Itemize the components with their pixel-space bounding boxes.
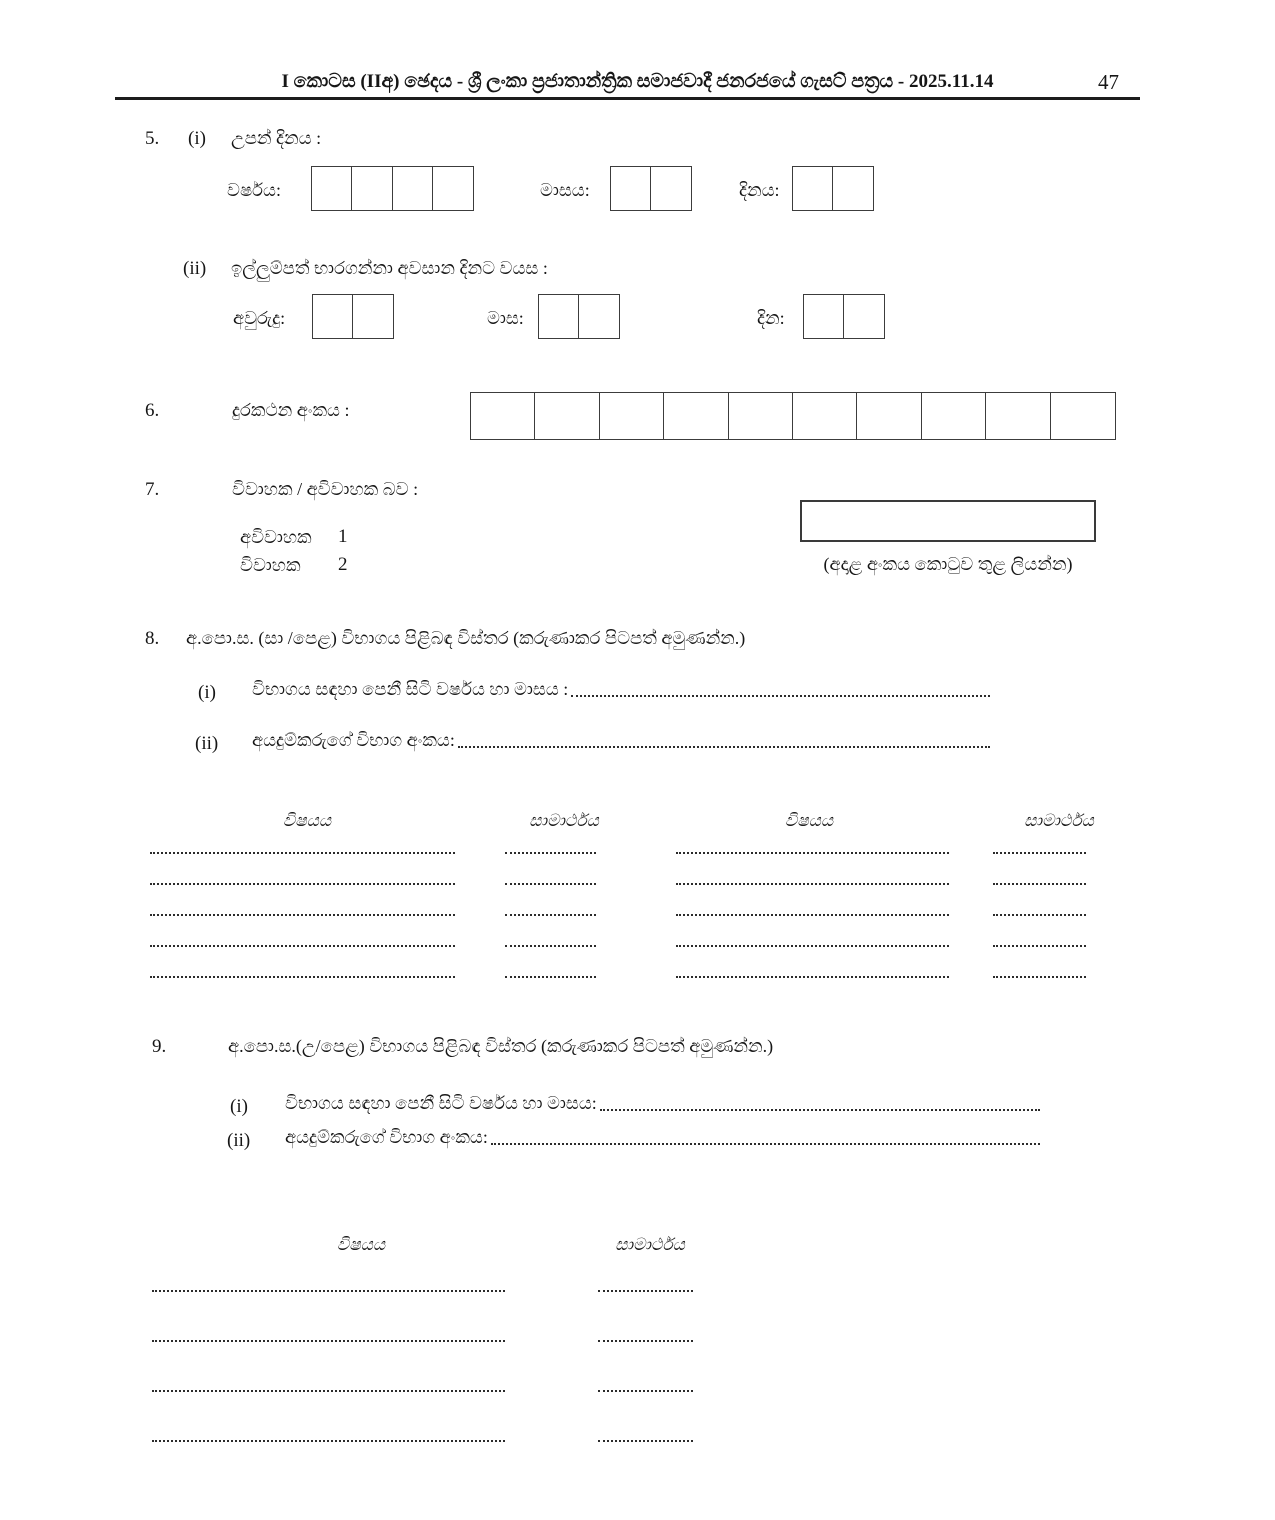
input-cell[interactable] [792,392,858,440]
input-cell[interactable] [578,294,620,339]
al-subject-fill-line[interactable] [152,1290,505,1292]
header-rule [115,97,1140,100]
ol-subject-fill-line[interactable] [676,883,949,885]
item9-line2-row [285,1126,1040,1149]
page-number: 47 [1098,70,1119,94]
input-cell[interactable] [832,166,874,211]
dob-day-label: දිනය: [739,180,780,200]
ol-grade-fill-line[interactable] [993,976,1086,978]
al-subject-fill-line[interactable] [152,1390,505,1392]
item9-heading: අ.පො.ස.(උ/පෙළ) විභාගය පිළිබඳ විස්තර (කරුණාකර පිටපත් අමුණන්න.) [228,1036,774,1056]
input-cell[interactable] [352,294,394,339]
ol-subject-fill-line[interactable] [150,883,455,885]
input-cell[interactable] [470,392,536,440]
dob-month-boxes [610,166,692,211]
item5-birthdate-text: උපන් දිනය : [231,128,322,148]
input-cell[interactable] [792,166,834,211]
ol-subject-fill-line[interactable] [150,852,455,854]
input-cell[interactable] [803,294,845,339]
option-married-label: විවාහක [240,555,301,575]
ol-subject-fill-line[interactable] [676,852,949,854]
input-cell[interactable] [392,166,434,211]
al-subject-fill-line[interactable] [152,1340,505,1342]
al-grade-header: සාමාර්ථය [615,1235,685,1254]
item8-number: 8. [145,628,160,649]
item8-heading: අ.පො.ස. (සා /පෙළ) විභාගය පිළිබඳ විස්තර (කරුණාකර පිටපත් අමුණන්න.) [186,628,746,648]
input-cell[interactable] [650,166,692,211]
input-cell[interactable] [856,392,922,440]
ol-subject-header-2: විෂයය [784,811,834,830]
page-header-title: I කොටස (IIඅ) ඡෙදය - ශ්‍රී ලංකා ප්‍රජාතාන්ත්‍රික සමාජවාදී ජනරජයේ ගැසට් පත්‍රය - 2025.11.14 [281,71,994,92]
exam-index-number-fill-line[interactable] [458,746,990,748]
ol-grade-fill-line[interactable] [993,883,1086,885]
ol-grade-fill-line[interactable] [505,976,596,978]
ol-subject-fill-line[interactable] [676,914,949,916]
exam-year-month-fill-line[interactable] [571,695,990,697]
input-cell[interactable] [432,166,474,211]
item8-line1-row [252,678,990,701]
item9-line1-row [285,1092,1040,1115]
item6-text: දුරකථන අංකය : [232,400,350,420]
ol-grade-fill-line[interactable] [993,914,1086,916]
dob-day-boxes [792,166,874,211]
item9-line2-label: (ii) [227,1130,251,1151]
input-cell[interactable] [728,392,794,440]
ol-grade-fill-line[interactable] [505,945,596,947]
input-cell[interactable] [843,294,885,339]
age-months-boxes [538,294,620,339]
marital-status-answer-box[interactable] [800,500,1096,542]
al-subject-fill-line[interactable] [152,1440,505,1442]
input-cell[interactable] [599,392,665,440]
input-cell[interactable] [1050,392,1116,440]
ol-subject-fill-line[interactable] [150,914,455,916]
input-cell[interactable] [534,392,600,440]
ol-grade-fill-line[interactable] [505,914,596,916]
ol-subject-fill-line[interactable] [150,976,455,978]
item7-text: විවාහක / අවිවාහක බව : [232,479,419,499]
item8-line1-text: විභාගය සඳහා පෙනී සිටි වර්ෂය හා මාසය : [252,679,569,699]
ol-grade-fill-line[interactable] [993,852,1086,854]
ol-grade-header-1: සාමාර්ථය [529,811,599,830]
input-cell[interactable] [985,392,1051,440]
item9-line1-label: (i) [230,1096,248,1117]
input-cell[interactable] [351,166,393,211]
ol-grade-fill-line[interactable] [993,945,1086,947]
al-grade-fill-line[interactable] [598,1340,693,1342]
input-cell[interactable] [538,294,580,339]
al-grade-fill-line[interactable] [598,1290,693,1292]
item5-birthdate-label: (i) [188,128,206,149]
marital-status-box-caption: (අදාළ අංකය කොටුව තුළ ලියන්න) [823,554,1073,574]
age-days-boxes [803,294,885,339]
ol-subject-fill-line[interactable] [676,976,949,978]
age-years-boxes [312,294,394,339]
item9-number: 9. [152,1036,167,1057]
item9-line1-text: විභාගය සඳහා පෙනී සිටි වර්ෂය හා මාසය: [285,1093,597,1113]
item6-number: 6. [145,400,160,421]
dob-year-boxes [311,166,474,211]
ol-grade-fill-line[interactable] [505,883,596,885]
phone-number-boxes [470,392,1116,440]
option-unmarried-value: 1 [338,526,348,547]
ol-subject-fill-line[interactable] [150,945,455,947]
ol-subject-fill-line[interactable] [676,945,949,947]
age-years-label: අවුරුදු: [233,308,286,328]
ol-grade-fill-line[interactable] [505,852,596,854]
item5-age-text: ඉල්ලුම්පත් භාරගන්නා අවසාන දිනට වයස : [231,258,548,278]
item7-number: 7. [145,479,160,500]
input-cell[interactable] [610,166,652,211]
al-subject-header: විෂයය [336,1235,386,1254]
ol-grade-header-2: සාමාර්ථය [1024,811,1094,830]
al-grade-fill-line[interactable] [598,1390,693,1392]
al-exam-index-number-fill-line[interactable] [491,1143,1040,1145]
item5-number: 5. [145,128,160,149]
age-days-label: දින: [757,308,785,328]
input-cell[interactable] [312,294,354,339]
item5-age-label: (ii) [183,258,207,279]
al-exam-year-month-fill-line[interactable] [600,1109,1040,1111]
input-cell[interactable] [921,392,987,440]
option-married-value: 2 [338,554,348,575]
item8-line2-label: (ii) [195,733,219,754]
item9-line2-text: අයදුම්කරුගේ විභාග අංකය: [285,1127,488,1147]
item8-line2-row [252,729,990,752]
input-cell[interactable] [663,392,729,440]
age-months-label: මාස: [487,308,524,328]
al-grade-fill-line[interactable] [598,1440,693,1442]
option-unmarried-label: අවිවාහක [240,527,312,547]
ol-subject-header-1: විෂයය [282,811,332,830]
dob-month-label: මාසය: [540,180,590,200]
input-cell[interactable] [311,166,353,211]
dob-year-label: වර්ෂය: [227,180,281,200]
item8-line1-label: (i) [198,682,216,703]
item8-line2-text: අයදුම්කරුගේ විභාග අංකය: [252,730,455,750]
